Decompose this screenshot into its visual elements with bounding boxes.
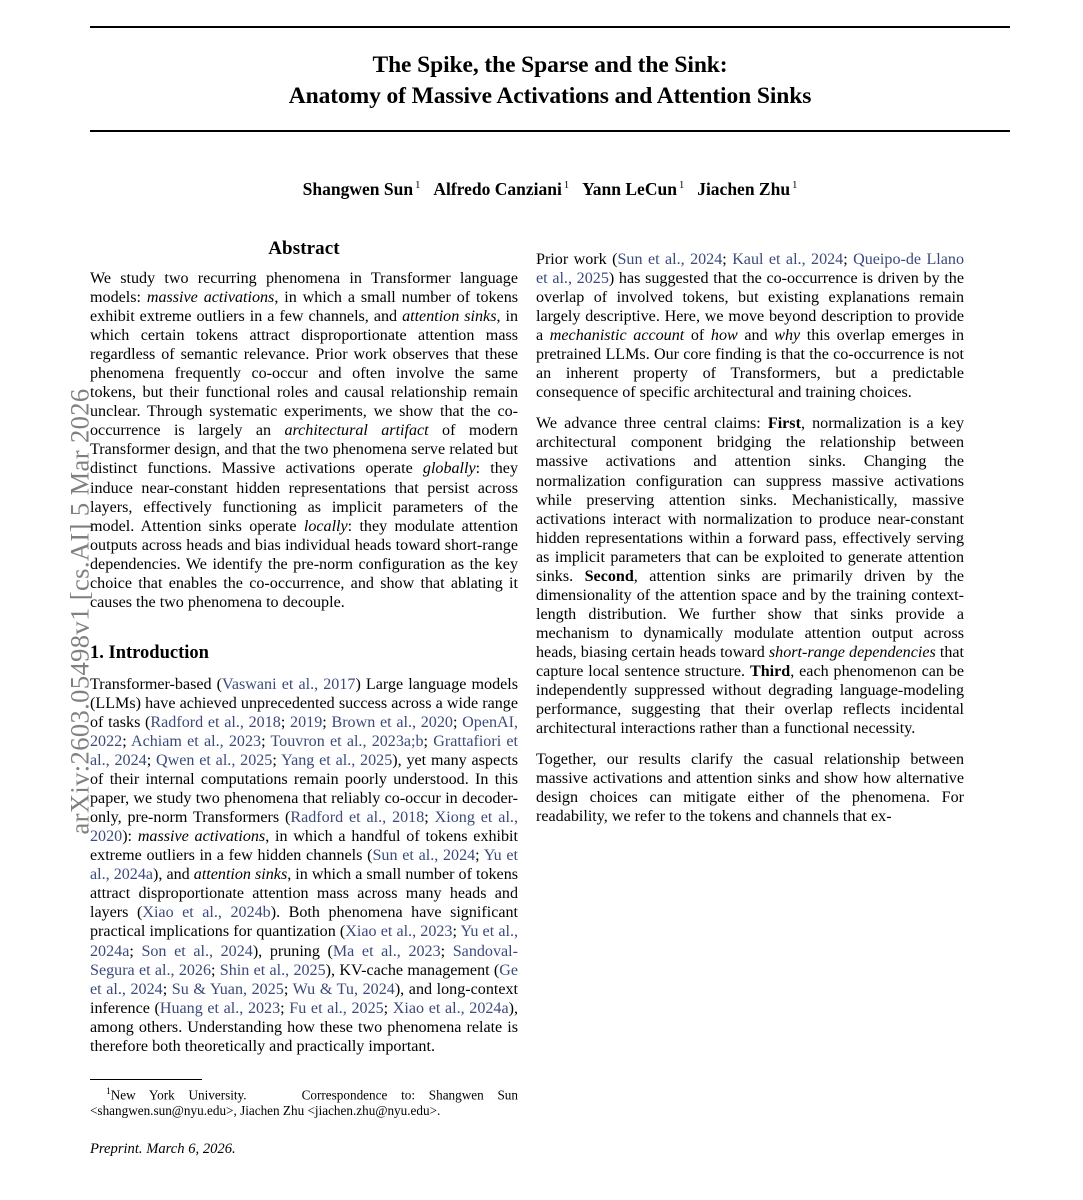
title-line-2: Anatomy of Massive Activations and Attention Sinks bbox=[288, 83, 812, 109]
author-2-name: Yann LeCun bbox=[582, 179, 677, 199]
body-columns bbox=[90, 238, 1010, 1200]
author-0-affiliation-marker: 1 bbox=[415, 180, 421, 192]
author-2-affiliation-marker: 1 bbox=[678, 180, 685, 192]
intro-paragraph-1: Transformer-based (Vaswani et al., 2017) Large language models (LLMs) have achieved unprecedented success across a wide range of tasks (Radford et al., 2018; 2019; Brown et al., 2020; OpenAI, 2022; Achiam et al., 2023; Touvron et al., 2023a;b; Grattafiori et al., 2024; Qwen et al., 2025; Yang et al., 2025), yet many aspects of their internal computations remain poorly understood. In this paper, we study two phenomena that reliably co-occur in decoder-only, pre-norm Transformers (Radford et al., 2018; Xiong et al., 2020): massive activations, in which a handful of tokens exhibit extreme outliers in a few hidden channels (Sun et al., 2024; Yu et al., 2024a), and attention sinks, in which a small number of tokens attract disproportionate attention mass across many heads and layers (Xiao et al., 2024b). Both phenomena have significant practical implications for quantization (Xiao et al., 2023; Yu et al., 2024a; Son et al., 2024), pruning (Ma et al., 2023; Sandoval-Segura et al., 2026; Shin et al., 2025), KV-cache management (Ge et al., 2024; Su & Yuan, 2025; Wu & Tu, 2024), and long-context inference (Huang et al., 2023; Fu et al., 2025; Xiao et al., 2024a), among others. Understanding how these two phenomena relate is therefore both theoretically and practically important. bbox=[90, 675, 519, 1055]
preprint-notice: Preprint. March 6, 2026. bbox=[90, 1140, 236, 1157]
footnote-affiliation bbox=[90, 1085, 518, 1119]
section-heading-introduction: 1. Introduction bbox=[90, 642, 209, 663]
page-title bbox=[90, 28, 1010, 118]
abstract-paragraph: We study two recurring phenomena in Transformer language models: massive activations, in which a small number of tokens exhibit extreme outliers in a few channels, and attention sinks, in which certain tokens attract disproportionate attention mass regardless of semantic relevance. Prior work observes that these phenomena frequently co-occur and often involve the same tokens, but their functional roles and causal relationship remain unclear. Through systematic experiments, we show that the co-occurrence is largely an architectural artifact of modern Transformer design, and that the two phenomena serve related but distinct functions. Massive activations operate globally: they induce near-constant hidden representations that persist across layers, effectively functioning as implicit parameters of the model. Attention sinks operate locally: they modulate attention outputs across heads and bias individual heads toward short-range dependencies. We identify the pre-norm configuration as the key choice that enables the co-occurrence, and show that ablating it causes the two phenomena to decouple. bbox=[90, 270, 519, 611]
footnote-rule bbox=[90, 1079, 202, 1080]
author-3-affiliation-marker: 1 bbox=[792, 180, 798, 192]
footnote-zone bbox=[90, 1079, 518, 1172]
arxiv-stamp-text: arXiv:2603.05498v1 [cs.AI] 5 Mar 2026 bbox=[64, 388, 95, 835]
intro-paragraph-2: Prior work (Sun et al., 2024; Kaul et al., 2024; Queipo-de Llano et al., 2025) has suggested that the co-occurrence is driven by the overlap of involved tokens, but existing explanations remain largely descriptive. Here, we move beyond description to provide a mechanistic account of how and why this overlap emerges in pretrained LLMs. Our core finding is that the co-occurrence is not an inherent property of Transformers, but a predictable consequence of specific architectural and training choices. bbox=[536, 251, 965, 402]
footnote-marker: 1 bbox=[106, 1087, 111, 1097]
author-1-affiliation-marker: 1 bbox=[563, 180, 570, 192]
author-2 bbox=[582, 179, 684, 199]
column-left bbox=[90, 238, 518, 1200]
footnote-text: New York University. Correspondence to: Shangwen Sun <shangwen.sun@nyu.edu>, Jiachen Zhu <jiachen.zhu@nyu.edu>. bbox=[90, 1087, 518, 1118]
author-0 bbox=[303, 179, 421, 199]
author-0-name: Shangwen Sun bbox=[302, 179, 414, 199]
author-1 bbox=[433, 179, 569, 199]
author-1-name: Alfredo Canziani bbox=[433, 179, 562, 199]
title-line-1: The Spike, the Sparse and the Sink: bbox=[372, 52, 728, 78]
intro-paragraph-4: Together, our results clarify the casual relationship between massive activations and attention sinks and show how alternative design choices can mitigate either of the phenomena. For readability, we refer to the tokens and channels that ex- bbox=[536, 751, 964, 826]
column-right bbox=[536, 238, 964, 1200]
abstract-body bbox=[90, 269, 518, 612]
author-3 bbox=[697, 179, 797, 199]
intro-paragraph-3: We advance three central claims: First, normalization is a key architectural component bridging the relationship between massive activations and attention sinks. Changing the normalization configuration can suppress massive activations while preserving attention sinks. Mechanistically, massive activations interact with normalization to produce near-constant hidden representations within a forward pass, effectively serving as implicit parameters that can be exploited to generate attention sinks. Second, attention sinks are primarily driven by the dimensionality of the attention space and by the training context-length distribution. We further show that sinks provide a mechanism to dynamically modulate attention output across heads, biasing certain heads toward short-range dependencies that capture local sentence structure. Third, each phenomenon can be independently suppressed without degrading language-modeling performance, suggesting that their overlap reflects incidental architectural interactions rather than a functional necessity. bbox=[536, 415, 965, 738]
author-3-name: Jiachen Zhu bbox=[697, 179, 791, 199]
abstract-heading: Abstract bbox=[268, 238, 340, 259]
arxiv-stamp bbox=[0, 0, 95, 1200]
header-rule-bottom bbox=[90, 130, 1010, 132]
paper-page bbox=[90, 0, 1010, 1200]
author-list bbox=[90, 179, 1010, 200]
